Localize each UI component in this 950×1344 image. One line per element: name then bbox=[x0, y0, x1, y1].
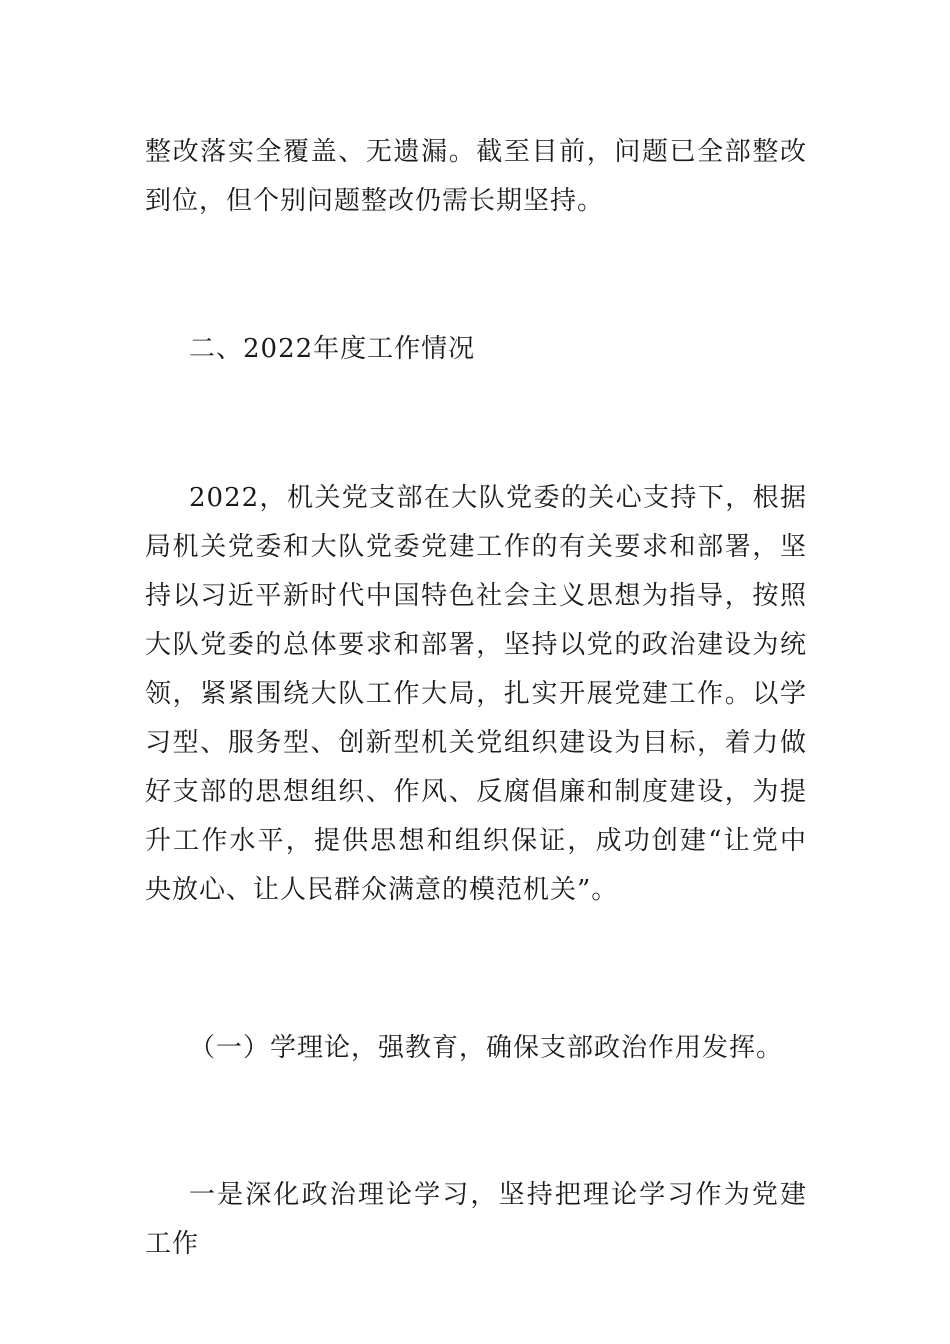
continuation-paragraph: 整改落实全覆盖、无遗漏。截至目前，问题已全部整改到位，但个别问题整改仍需长期坚持。 bbox=[145, 137, 807, 216]
subsection-heading: （一）学理论，强教育，确保支部政治作用发挥。 bbox=[189, 1033, 784, 1063]
section-heading: 二、2022年度工作情况 bbox=[189, 334, 476, 364]
summary-paragraph: 2022，机关党支部在大队党委的关心支持下，根据局机关党委和大队党委党建工作的有关要求和部署，坚持以习近平新时代中国特色社会主义思想为指导，按照大队党委的总体要求和部署，坚持以党的政治建设为统领，紧紧围绕大队工作大局，扎实开展党建工作。以学习型、服务型、创新型机关党组织建设为目标，着力做好支部的思想组织、作风、反腐倡廉和制度建设，为提升工作水平，提供思想和组织保证，成功创建“让党中央放心、让人民群众满意的模范机关”。 bbox=[145, 483, 807, 905]
first-point-paragraph: 一是深化政治理论学习，坚持把理论学习作为党建工作 bbox=[145, 1180, 807, 1259]
